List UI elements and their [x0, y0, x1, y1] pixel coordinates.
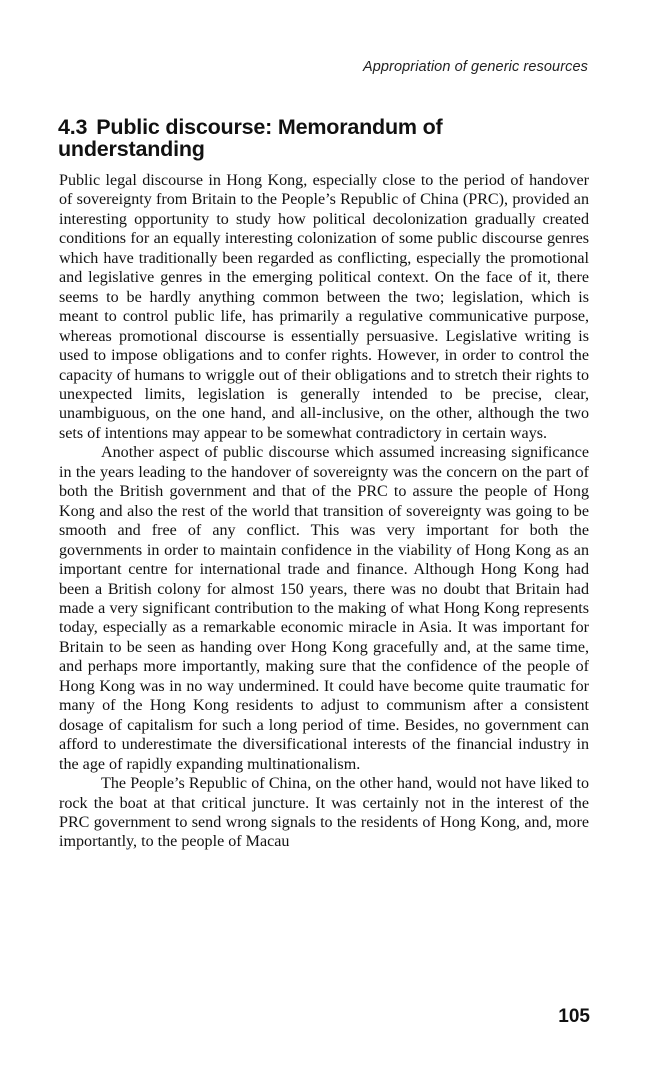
body-text	[59, 171, 589, 852]
section-title: Public discourse: Memorandum of understanding	[58, 115, 443, 161]
section-heading	[58, 116, 578, 160]
section-number: 4.3	[58, 115, 88, 139]
page-number: 105	[558, 1006, 590, 1027]
paragraph-2: Another aspect of public discourse which assumed increasing significance in the years leading to the handover of sovereignty was the concern on the part of both the British government and that of the PRC to assure the people of Hong Kong and also the rest of the world that transition of sovereignty was going to be smooth and free of any conflict. This was very important for both the governments in order to maintain confidence in the viability of Hong Kong as an important centre for international trade and finance. Although Hong Kong had been a British colony for almost 150 years, there was no doubt that Britain had made a very significant contribution to the making of what Hong Kong represents today, especially as a remarkable economic miracle in Asia. It was important for Britain to be seen as handing over Hong Kong gracefully and, at the same time, and perhaps more importantly, making sure that the confidence of the people of Hong Kong was in no way undermined. It could have become quite traumatic for many of the Hong Kong residents to adjust to communism after a consistent dosage of capitalism for such a long period of time. Besides, no government can afford to underestimate the diversificational interests of the financial industry in the age of rapidly expanding multinationalism.	[59, 444, 589, 773]
paragraph-3: The People’s Republic of China, on the other hand, would not have liked to rock the boat at that critical juncture. It was certainly not in the interest of the PRC government to send wrong signals to the residents of Hong Kong, and, more importantly, to the people of Macau	[59, 775, 589, 851]
running-head: Appropriation of generic resources	[362, 59, 588, 75]
paragraph-1: Public legal discourse in Hong Kong, especially close to the period of handover of sovereignty from Britain to the People’s Republic of China (PRC), provided an interesting opportunity to study how political decolonization gradually created conditions for an equally interesting colonization of some public discourse genres which have traditionally been regarded as conflicting, especially the promotional and legislative genres in the emerging political context. On the face of it, there seems to be hardly anything common between the two; legislation, which is meant to control public life, has primarily a regulative communicative purpose, whereas promotional discourse is essentially persuasive. Legislative writing is used to impose obligations and to confer rights. However, in order to control the capacity of humans to wriggle out of their obligations and to stretch their rights to unexpected limits, legislation is generally intended to be precise, clear, unambiguous, on the one hand, and all-inclusive, on the other, although the two sets of intentions may appear to be somewhat contradictory in certain ways.	[59, 172, 589, 442]
